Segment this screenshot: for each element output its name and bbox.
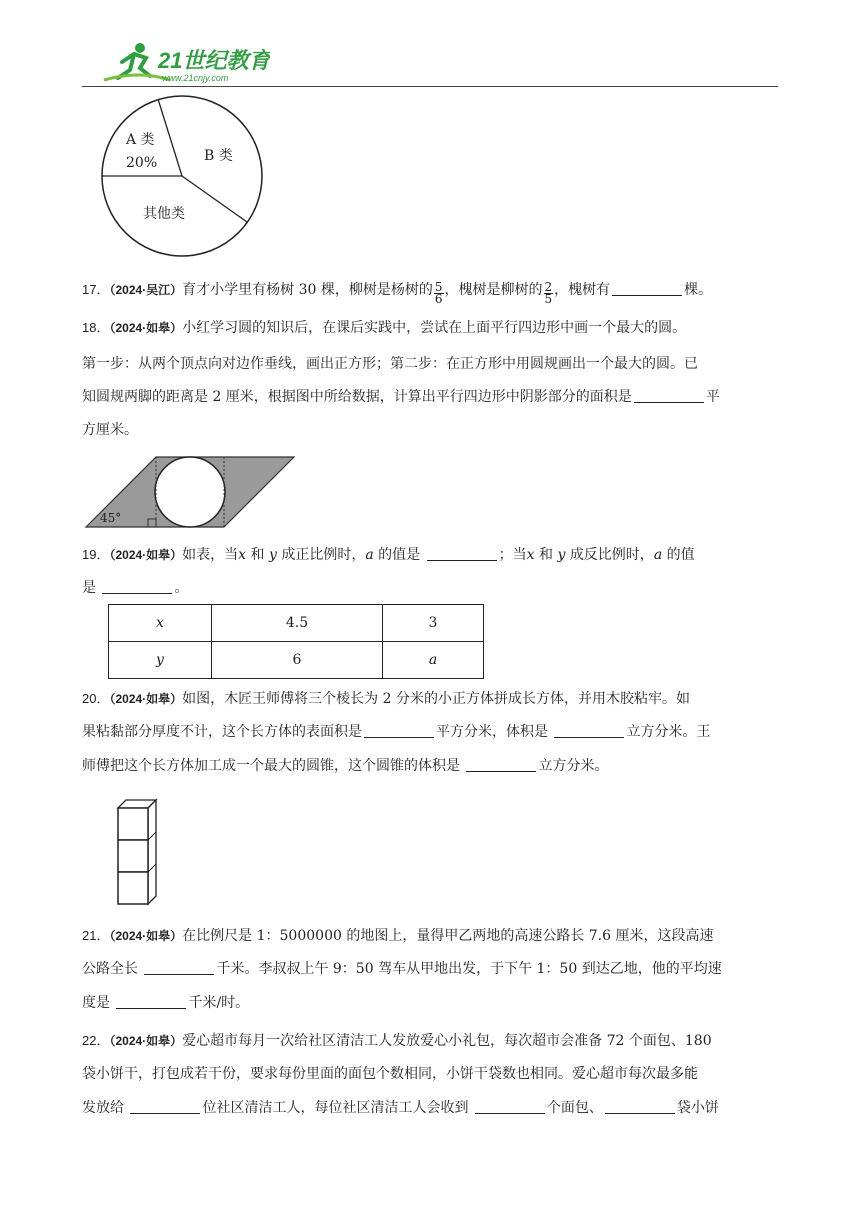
question-20-line3: 师傅把这个长方体加工成一个最大的圆锥，这个圆锥的体积是 立方分米。 [82,758,609,774]
question-17: 17．（2024·吴江）育才小学里有杨树 30 棵，柳树是杨树的 $\frac{5}{6}$ ，槐树是柳树的 $\frac{2}{5}$ ，槐树有 棵。 [82,280,713,306]
stacked-cubes-figure [112,798,162,906]
answer-blank[interactable] [634,388,704,403]
question-18-line2: 第一步：从两个顶点向对边作垂线，画出正方形；第二步：在正方形中用圆规画出一个最大的圆。已 [82,356,698,372]
question-22-line2: 袋小饼干，打包成若干份，要求每份里面的面包个数相同，小饼干袋数也相同。爱心超市每次最多能 [82,1066,698,1082]
fraction-2-5: $\frac{2}{5}$ [544,280,553,306]
answer-blank[interactable] [612,281,682,296]
fraction-5-6: $\frac{5}{6}$ [434,280,443,306]
question-22-line1: 22．（2024·如皋）爱心超市每月一次给社区清洁工人发放爱心小礼包，每次超市会准备 72 个面包、180 [82,1033,712,1049]
question-21-line1: 21．（2024·如皋）在比例尺是 1：5000000 的地图上，量得甲乙两地的高速公路长 7.6 厘米，这段高速 [82,928,714,944]
answer-blank[interactable] [605,1099,675,1114]
question-18-line1: 18．（2024·如皋）小红学习圆的知识后，在课后实践中，尝试在上面平行四边形中画一个最大的圆。 [82,320,687,336]
header-rule [82,86,778,87]
question-21-line2: 公路全长 千米。李叔叔上午 9：50 驾车从甲地出发，于下午 1：50 到达乙地，他的平均速 [82,961,722,977]
table-cell: y [109,642,212,679]
answer-blank[interactable] [364,723,434,738]
pie-figure [100,94,266,258]
pie-label-a: A 类 [126,132,155,148]
table-cell: 4.5 [212,605,383,642]
table-cell: 6 [212,642,383,679]
table-cell: a [383,642,484,679]
question-18-line3: 知圆规两脚的距离是 2 厘米，根据图中所给数据，计算出平行四边形中阴影部分的面积是 平 [82,389,720,405]
table-row [109,642,484,679]
pie-label-other: 其他类 [143,206,185,222]
parallelogram-figure [84,455,296,529]
answer-blank[interactable] [554,723,624,738]
pie-label-a-percent: 20% [126,155,158,171]
pie-label-b: B 类 [204,148,233,164]
question-19-line2: 是 。 [82,580,189,596]
logo-url: www.21cnjy.com [162,73,229,83]
logo [100,40,270,85]
question-20-line1: 20．（2024·如皋）如图，木匠王师傅将三个棱长为 2 分米的小正方体拼成长方体，并用木胶粘牢。如 [82,691,690,707]
question-21-line3: 度是 千米/时。 [82,995,250,1011]
answer-blank[interactable] [475,1099,545,1114]
logo-text: 21世纪教育 [158,48,270,73]
answer-blank[interactable] [130,1099,200,1114]
answer-blank[interactable] [427,546,497,561]
table-cell: 3 [383,605,484,642]
answer-blank[interactable] [466,757,536,772]
xy-table [108,604,484,679]
answer-blank[interactable] [144,960,214,975]
answer-blank[interactable] [116,994,186,1009]
question-19-line1: 19．（2024·如皋）如表，当x 和 y 成正比例时，a 的值是 ；当x 和 y 成反比例时，a 的值 [82,547,695,563]
question-20-line2: 果粘黏部分厚度不计，这个长方体的表面积是 平方分米，体积是 立方分米。王 [82,724,711,740]
angle-label: 45° [100,511,122,525]
answer-blank[interactable] [102,579,172,594]
table-cell: x [109,605,212,642]
question-22-line3: 发放给 位社区清洁工人，每位社区清洁工人会收到 个面包、 袋小饼 [82,1100,719,1116]
question-18-line4: 方厘米。 [82,422,138,438]
table-row [109,605,484,642]
